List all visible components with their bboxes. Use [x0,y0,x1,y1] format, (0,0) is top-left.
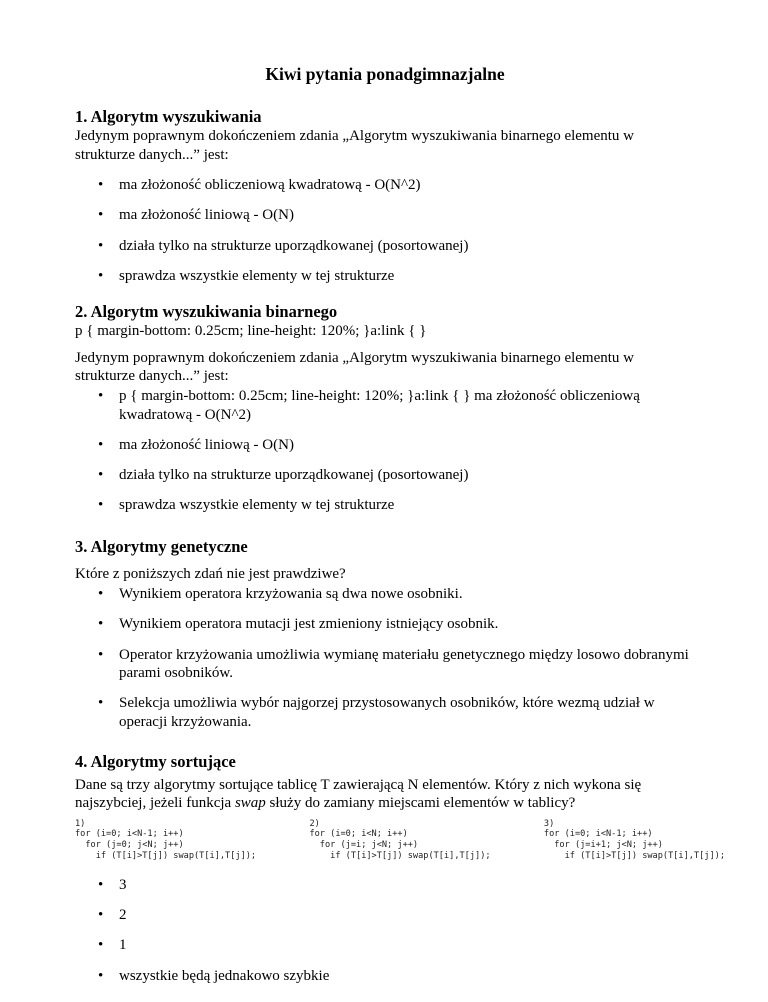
question-heading: 4. Algorytmy sortujące [75,751,236,771]
question-1 [75,107,695,285]
code-sample-2: 2) for (i=0; i<N; i++) for (j=i; j<N; j++) if (T[i]>T[j]) swap(T[i],T[j]); [309,818,491,861]
answer-option: • p { margin-bottom: 0.25cm; line-height: 120%; }a:link { } ma złożoność obliczeniową kwadratową - O(N^2) [75,387,695,424]
answer-option: • Operator krzyżowania umożliwia wymianę materiału genetycznego między losowo dobranymi parami osobników. [75,646,695,683]
question-heading: 3. Algorytmy genetyczne [75,536,248,556]
stray-css-text: p { margin-bottom: 0.25cm; line-height: 120%; }a:link { } [75,323,427,340]
answer-option: • działa tylko na strukturze uporządkowanej (posortowanej) [75,237,695,255]
document-title: Kiwi pytania ponadgimnazjalne [265,64,505,84]
question-heading: 1. Algorytm wyszukiwania [75,107,262,127]
answer-option: • sprawdza wszystkie elementy w tej strukturze [75,267,695,285]
intro-text: Dane są trzy algorytmy sortujące tablicę T zawierającą N elementów. Który z nich wykona się najszybciej, jeżeli funkcja [75,777,642,812]
answer-option: • ma złożoność liniową - O(N) [75,436,695,454]
answer-list [75,387,695,514]
document-page [75,64,725,1002]
answer-option: • działa tylko na strukturze uporządkowanej (posortowanej) [75,466,695,484]
answer-option: • Wynikiem operatora krzyżowania są dwa nowe osobniki. [75,585,695,603]
answer-list [75,876,695,985]
answer-option: • Wynikiem operatora mutacji jest zmieniony istniejący osobnik. [75,615,695,633]
question-intro: Które z poniższych zdań nie jest prawdziwe? [75,565,346,582]
question-intro: Jedynym poprawnym dokończeniem zdania „Algorytm wyszukiwania binarnego elementu w strukturze danych...” jest: [75,128,635,163]
answer-option: • 2 [75,906,695,924]
code-sample-1: 1) for (i=0; i<N-1; i++) for (j=0; j<N; j++) if (T[i]>T[j]) swap(T[i],T[j]); [75,818,257,861]
question-4 [75,751,725,985]
code-sample-3: 3) for (i=0; i<N-1; i++) for (j=i+1; j<N; j++) if (T[i]>T[j]) swap(T[i],T[j]); [543,818,725,861]
answer-option: • ma złożoność obliczeniową kwadratową - O(N^2) [75,176,695,194]
answer-option: • wszystkie będą jednakowo szybkie [75,967,695,985]
code-samples [75,819,725,862]
intro-emphasis: swap [234,795,266,812]
answer-option: • 3 [75,876,695,894]
answer-option: • Selekcja umożliwia wybór najgorzej przystosowanych osobników, które wezmą udział w operacji krzyżowania. [75,694,695,731]
answer-option: • ma złożoność liniową - O(N) [75,206,695,224]
question-3 [75,537,695,731]
question-2 [75,302,695,515]
answer-list [75,585,695,731]
question-intro [75,776,695,813]
answer-option: • 1 [75,936,695,954]
question-intro: Jedynym poprawnym dokończeniem zdania „Algorytm wyszukiwania binarnego elementu w strukturze danych...” jest: [75,349,635,384]
answer-option: • sprawdza wszystkie elementy w tej strukturze [75,496,695,514]
answer-list [75,176,695,285]
intro-text: służy do zamiany miejscami elementów w tablicy? [265,795,576,812]
question-heading: 2. Algorytm wyszukiwania binarnego [75,302,338,322]
